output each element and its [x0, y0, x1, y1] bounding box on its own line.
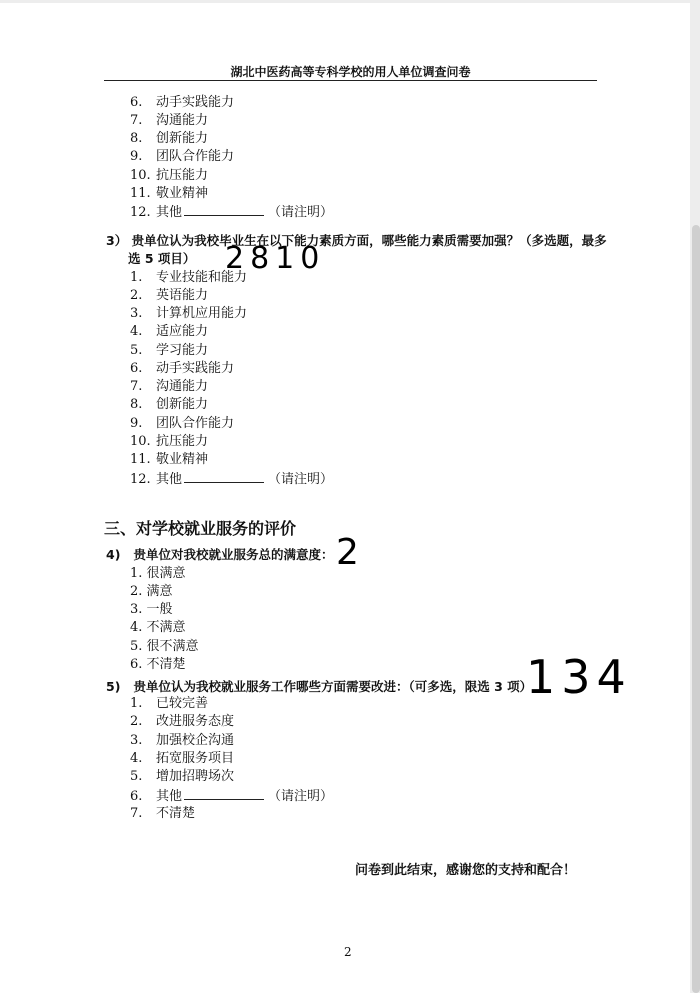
fill-in-blank[interactable] [184, 203, 264, 216]
question-4: 4) 贵单位对我校就业服务总的满意度： [106, 547, 334, 562]
list-item: 6. 动手实践能力 [130, 361, 235, 376]
list-item: 11. 敬业精神 [130, 452, 209, 467]
list-item: 1. 专业技能和能力 [130, 270, 248, 285]
question-5: 5) 贵单位认为我校就业服务工作哪些方面需要改进：（可多选，限选 3 项） [106, 679, 533, 694]
section-title: 三、对学校就业服务的评价 [104, 519, 297, 538]
option-other: 6. 其他 （请注明） [130, 789, 334, 804]
list-item: 8. 创新能力 [130, 397, 209, 412]
list-item: 2. 英语能力 [130, 288, 209, 303]
option: 5. 增加招聘场次 [130, 769, 235, 784]
option: 3. 加强校企沟通 [130, 733, 235, 748]
question-3-cont: 选 5 项目） [128, 251, 196, 266]
handwritten-answer: 134 [526, 650, 632, 704]
option: 1. 很满意 [130, 566, 186, 581]
list-item: 5. 学习能力 [130, 343, 209, 358]
list-item: 11. 敬业精神 [130, 186, 209, 201]
option: 4. 拓宽服务项目 [130, 751, 235, 766]
page-header-title: 湖北中医药高等专科学校的用人单位调查问卷 [230, 65, 471, 79]
option: 6. 不清楚 [130, 657, 186, 672]
list-item: 9. 团队合作能力 [130, 416, 235, 431]
list-item: 4. 适应能力 [130, 324, 209, 339]
list-item: 6. 动手实践能力 [130, 95, 235, 110]
list-item-other: 12. 其他 （请注明） [130, 472, 334, 487]
page-number: 2 [344, 945, 352, 959]
list-item: 10. 抗压能力 [130, 434, 209, 449]
question-3: 3） 贵单位认为我校毕业生在以下能力素质方面，哪些能力素质需要加强？（多选题，最多 [106, 233, 607, 248]
option: 5. 很不满意 [130, 639, 199, 654]
list-item: 9. 团队合作能力 [130, 149, 235, 164]
option: 1. 已较完善 [130, 696, 209, 711]
option: 7. 不清楚 [130, 806, 196, 821]
list-item: 10. 抗压能力 [130, 168, 209, 183]
option: 2. 改进服务态度 [130, 714, 235, 729]
fill-in-blank[interactable] [184, 470, 264, 483]
list-item: 8. 创新能力 [130, 131, 209, 146]
handwritten-answer: 2810 [225, 241, 326, 276]
header-rule [104, 80, 597, 81]
fill-in-blank[interactable] [184, 787, 264, 800]
option: 2. 满意 [130, 584, 173, 599]
list-item: 3. 计算机应用能力 [130, 306, 248, 321]
option: 3. 一般 [130, 602, 173, 617]
list-item: 7. 沟通能力 [130, 113, 209, 128]
list-item-other: 12. 其他 （请注明） [130, 205, 334, 220]
vertical-scrollbar[interactable] [692, 225, 700, 993]
option: 4. 不满意 [130, 620, 186, 635]
handwritten-answer: 2 [336, 532, 359, 573]
list-item: 7. 沟通能力 [130, 379, 209, 394]
document-page [0, 3, 690, 993]
closing-text: 问卷到此结束，感谢您的支持和配合！ [355, 863, 577, 878]
